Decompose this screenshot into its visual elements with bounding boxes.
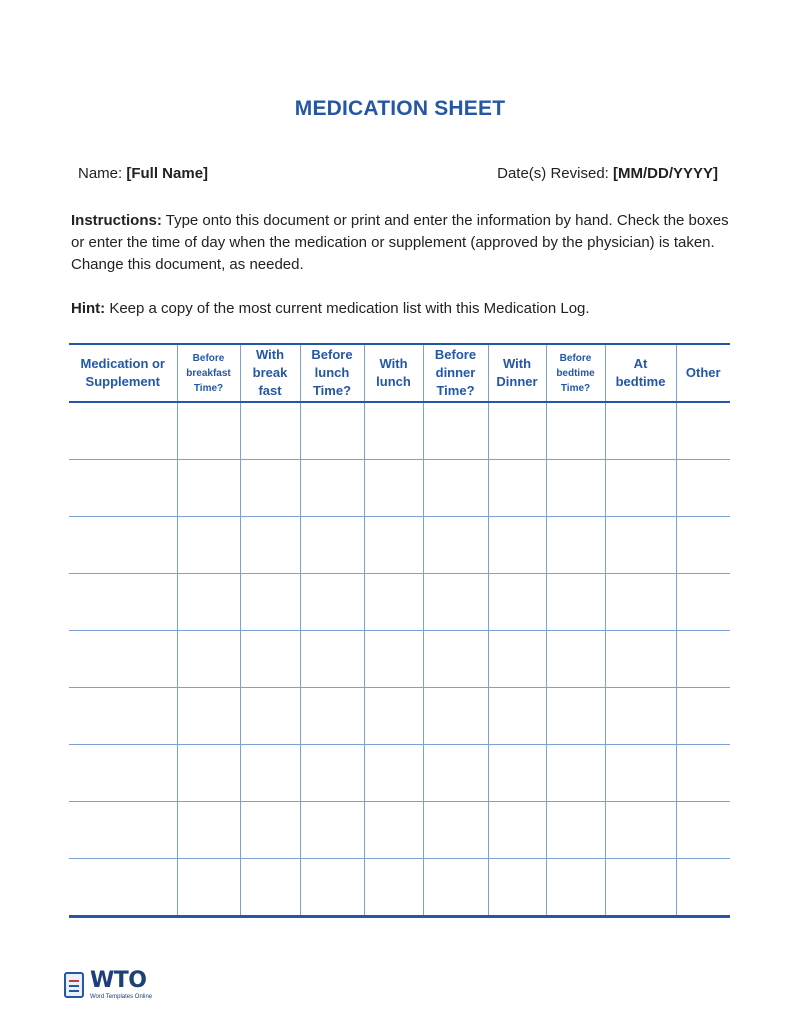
column-header-text: break bbox=[252, 365, 288, 380]
column-header-text: Before bbox=[559, 352, 592, 364]
table-cell[interactable] bbox=[488, 802, 546, 859]
table-cell[interactable] bbox=[364, 574, 423, 631]
table-cell[interactable] bbox=[676, 802, 730, 859]
table-cell[interactable] bbox=[423, 574, 488, 631]
table-cell[interactable] bbox=[423, 631, 488, 688]
name-field bbox=[78, 165, 208, 182]
table-cell[interactable] bbox=[676, 402, 730, 460]
table-cell[interactable] bbox=[300, 460, 364, 517]
table-cell[interactable] bbox=[423, 688, 488, 745]
name-label: Name: bbox=[78, 165, 123, 182]
table-cell[interactable] bbox=[364, 517, 423, 574]
table-row bbox=[69, 402, 730, 460]
page-title: MEDICATION SHEET bbox=[294, 97, 506, 120]
column-header-text: dinner bbox=[435, 365, 476, 380]
table-cell[interactable] bbox=[240, 631, 300, 688]
column-header-text: Time? bbox=[560, 382, 591, 394]
table-cell[interactable] bbox=[676, 460, 730, 517]
column-header-text: Time? bbox=[436, 383, 475, 398]
table-cell[interactable] bbox=[605, 745, 676, 802]
table-cell[interactable] bbox=[69, 745, 177, 802]
column-header-text: Time? bbox=[193, 382, 224, 394]
table-cell[interactable] bbox=[364, 402, 423, 460]
table-cell[interactable] bbox=[69, 574, 177, 631]
table-cell[interactable] bbox=[546, 688, 605, 745]
table-cell[interactable] bbox=[488, 402, 546, 460]
column-header-text: Time? bbox=[312, 383, 352, 398]
table-cell[interactable] bbox=[300, 802, 364, 859]
table-row bbox=[69, 517, 730, 574]
table-cell[interactable] bbox=[546, 859, 605, 917]
table-cell[interactable] bbox=[676, 517, 730, 574]
table-cell[interactable] bbox=[488, 631, 546, 688]
table-row bbox=[69, 460, 730, 517]
date-revised-value: [MM/DD/YYYY] bbox=[613, 165, 718, 182]
table-cell[interactable] bbox=[300, 745, 364, 802]
table-cell[interactable] bbox=[546, 802, 605, 859]
column-header-text: Other bbox=[685, 365, 721, 380]
table-cell[interactable] bbox=[364, 859, 423, 917]
table-cell[interactable] bbox=[676, 631, 730, 688]
instructions-label: Instructions: bbox=[71, 212, 162, 229]
table-cell[interactable] bbox=[240, 802, 300, 859]
column-header-text: bedtime bbox=[556, 367, 595, 379]
table-cell[interactable] bbox=[546, 402, 605, 460]
column-header-text: Supplement bbox=[85, 374, 160, 389]
table-cell[interactable] bbox=[605, 574, 676, 631]
column-header-text: Dinner bbox=[496, 374, 538, 389]
table-cell[interactable] bbox=[676, 688, 730, 745]
table-cell[interactable] bbox=[605, 802, 676, 859]
table-cell[interactable] bbox=[676, 574, 730, 631]
column-header bbox=[240, 344, 300, 402]
column-header-text: breakfast bbox=[186, 367, 231, 379]
table-cell[interactable] bbox=[546, 745, 605, 802]
logo-tagline: Word Templates Online bbox=[90, 994, 153, 1000]
table-cell[interactable] bbox=[364, 745, 423, 802]
table-cell[interactable] bbox=[177, 402, 240, 460]
table-cell[interactable] bbox=[364, 802, 423, 859]
table-cell[interactable] bbox=[240, 460, 300, 517]
table-cell[interactable] bbox=[300, 859, 364, 917]
clipboard-icon bbox=[64, 972, 84, 998]
table-cell[interactable] bbox=[300, 402, 364, 460]
column-header bbox=[605, 344, 676, 402]
medication-log-table bbox=[69, 343, 730, 918]
table-cell[interactable] bbox=[300, 574, 364, 631]
table-row bbox=[69, 802, 730, 859]
column-header-text: bedtime bbox=[615, 374, 666, 389]
hint-text: Keep a copy of the most current medication list with this Medication Log. bbox=[109, 300, 590, 317]
table-cell[interactable] bbox=[177, 688, 240, 745]
table-cell[interactable] bbox=[69, 517, 177, 574]
table-cell[interactable] bbox=[488, 859, 546, 917]
table-header-row bbox=[69, 344, 730, 402]
name-value: [Full Name] bbox=[126, 165, 209, 182]
column-header-text: With bbox=[379, 356, 408, 371]
table-cell[interactable] bbox=[423, 802, 488, 859]
table-cell[interactable] bbox=[546, 517, 605, 574]
table-cell[interactable] bbox=[546, 631, 605, 688]
instructions bbox=[71, 210, 731, 276]
column-header-text: At bbox=[633, 356, 648, 371]
column-header bbox=[423, 344, 488, 402]
table-cell[interactable] bbox=[605, 402, 676, 460]
table-cell[interactable] bbox=[69, 631, 177, 688]
table-cell[interactable] bbox=[300, 517, 364, 574]
column-header-text: lunch bbox=[376, 374, 411, 389]
table-cell[interactable] bbox=[177, 574, 240, 631]
table-cell[interactable] bbox=[240, 402, 300, 460]
table-cell[interactable] bbox=[69, 460, 177, 517]
table-cell[interactable] bbox=[676, 859, 730, 917]
table-cell[interactable] bbox=[240, 859, 300, 917]
table-cell[interactable] bbox=[423, 859, 488, 917]
column-header bbox=[364, 344, 423, 402]
table-cell[interactable] bbox=[364, 631, 423, 688]
table-cell[interactable] bbox=[300, 688, 364, 745]
hint bbox=[71, 300, 731, 317]
instructions-text: Type onto this document or print and enter the information by hand. Check the boxes or enter the time of day when the medication or supplement (approved by the physician) is taken. Change this document, as needed. bbox=[71, 212, 729, 273]
table-cell[interactable] bbox=[488, 517, 546, 574]
table-body bbox=[69, 402, 730, 917]
table-cell[interactable] bbox=[546, 574, 605, 631]
table-cell[interactable] bbox=[240, 517, 300, 574]
table-cell[interactable] bbox=[177, 802, 240, 859]
table-cell[interactable] bbox=[488, 460, 546, 517]
table-cell[interactable] bbox=[69, 802, 177, 859]
table-cell[interactable] bbox=[240, 574, 300, 631]
column-header bbox=[300, 344, 364, 402]
date-revised-label: Date(s) Revised: bbox=[497, 165, 609, 182]
table-cell[interactable] bbox=[605, 460, 676, 517]
table-cell[interactable] bbox=[364, 460, 423, 517]
column-header-text: With bbox=[255, 347, 285, 362]
table-cell[interactable] bbox=[423, 517, 488, 574]
column-header bbox=[676, 344, 730, 402]
table-cell[interactable] bbox=[364, 688, 423, 745]
table-cell[interactable] bbox=[488, 745, 546, 802]
table-cell[interactable] bbox=[177, 745, 240, 802]
hint-label: Hint: bbox=[71, 300, 106, 317]
column-header bbox=[546, 344, 605, 402]
column-header-text: Before bbox=[434, 347, 477, 362]
table-cell[interactable] bbox=[177, 517, 240, 574]
column-header bbox=[69, 344, 177, 402]
column-header-text: With bbox=[502, 356, 532, 371]
column-header-text: Medication or bbox=[80, 356, 165, 371]
wto-logo bbox=[64, 968, 174, 1004]
table-cell[interactable] bbox=[69, 688, 177, 745]
column-header bbox=[177, 344, 240, 402]
table-cell[interactable] bbox=[177, 460, 240, 517]
table-cell[interactable] bbox=[488, 688, 546, 745]
column-header-text: fast bbox=[258, 383, 282, 398]
table-cell[interactable] bbox=[177, 631, 240, 688]
table-row bbox=[69, 745, 730, 802]
table-row bbox=[69, 574, 730, 631]
table-cell[interactable] bbox=[177, 859, 240, 917]
table-cell[interactable] bbox=[300, 631, 364, 688]
table-row bbox=[69, 859, 730, 917]
table-cell[interactable] bbox=[423, 460, 488, 517]
column-header-text: Before bbox=[311, 347, 353, 362]
date-revised-field bbox=[497, 165, 718, 182]
table-cell[interactable] bbox=[423, 402, 488, 460]
table-cell[interactable] bbox=[69, 402, 177, 460]
table-cell[interactable] bbox=[605, 859, 676, 917]
column-header-text: Before bbox=[192, 352, 225, 364]
table-cell[interactable] bbox=[546, 460, 605, 517]
table-row bbox=[69, 688, 730, 745]
table-cell[interactable] bbox=[605, 631, 676, 688]
table-cell[interactable] bbox=[605, 517, 676, 574]
table-cell[interactable] bbox=[423, 745, 488, 802]
table-cell[interactable] bbox=[240, 688, 300, 745]
column-header-text: lunch bbox=[314, 365, 350, 380]
table-cell[interactable] bbox=[488, 574, 546, 631]
logo-text: WTO bbox=[90, 968, 147, 993]
column-header bbox=[488, 344, 546, 402]
table-cell[interactable] bbox=[240, 745, 300, 802]
table-cell[interactable] bbox=[676, 745, 730, 802]
table-cell[interactable] bbox=[605, 688, 676, 745]
table-cell[interactable] bbox=[69, 859, 177, 917]
table-row bbox=[69, 631, 730, 688]
